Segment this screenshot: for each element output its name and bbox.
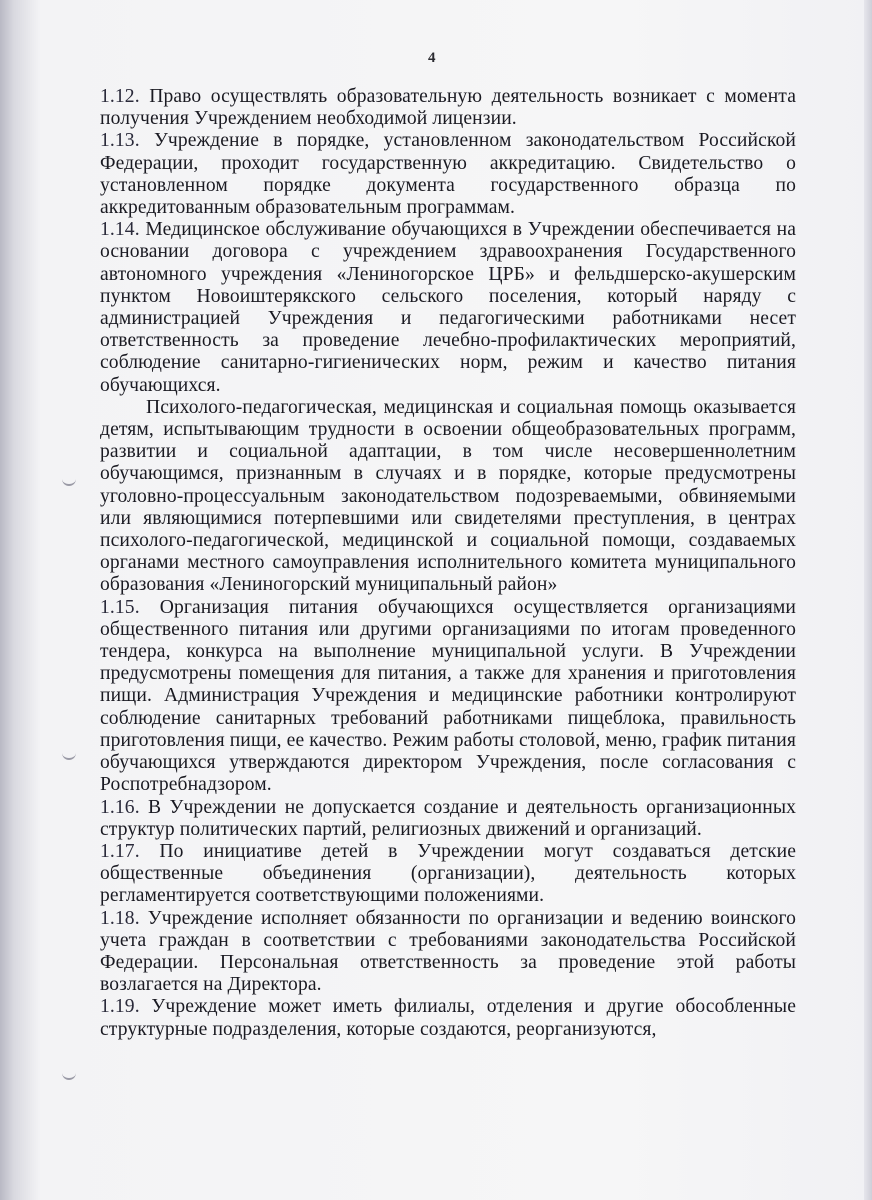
paragraph-1-14	[100, 219, 796, 397]
paragraph-psychological-help	[100, 397, 796, 597]
paragraph-text: Учреждение исполняет обязанности по организации и ведению воинского учета граждан в соответствии с требованиями законодательства Российской Федерации. Персональная ответственность за проведение этой работы возлагается на Директора.	[100, 907, 797, 996]
paragraph-text: В Учреждении не допускается создание и деятельность организационных структур политических партий, религиозных движений и организаций.	[100, 796, 797, 840]
paragraph-1-12	[100, 86, 796, 130]
paragraph-1-18	[100, 908, 796, 997]
paragraph-1-15	[100, 597, 796, 797]
paragraph-number: 1.18.	[100, 907, 140, 929]
document-body	[100, 86, 796, 1041]
paragraph-number: 1.17.	[100, 840, 140, 862]
paragraph-text: Право осуществлять образовательную деятельность возникает с момента получения Учреждением необходимой лицензии.	[100, 86, 797, 130]
paragraph-number: 1.14.	[100, 219, 140, 241]
paragraph-text: Психолого-педагогическая, медицинская и социальная помощь оказывается детям, испытывающим трудности в освоении общеобразовательных программ, развитии и социальной адаптации, в том числе несовершеннолетним обучающимся, признанным в случаях и в порядке, которые предусмотрены уголовно-процессуальным законодательством подозреваемыми, обвиняемыми или являющимися потерпевшими или свидетелями преступления, в центрах психолого-педагогической, медицинской и социальной помощи, создаваемых органами местного самоуправления исполнительного комитета муниципального образования «Лениногорский муниципальный район»	[100, 396, 796, 596]
paragraph-number: 1.16.	[100, 796, 140, 818]
paragraph-number: 1.13.	[100, 130, 140, 152]
paragraph-text: Учреждение в порядке, установленном законодательством Российской Федерации, проходит государственную аккредитацию. Свидетельство о установленном порядке документа государственного образца по аккредитованным образовательным программам.	[100, 130, 797, 219]
paragraph-text: Организация питания обучающихся осуществляется организациями общественного питания или другими организациями по итогам проведенного тендера, конкурса на выполнение муниципальной услуги. В Учреждении предусмотрены помещения для питания, а также для хранения и приготовления пищи. Администрация Учреждения и медицинские работники контролируют соблюдение санитарных требований работниками пищеблока, правильность приготовления пищи, ее качество. Режим работы столовой, меню, график питания обучающихся утверждаются директором Учреждения, после согласования с Роспотребнадзором.	[100, 596, 797, 796]
paragraph-1-13	[100, 130, 796, 219]
paragraph-text: Медицинское обслуживание обучающихся в Учреждении обеспечивается на основании договора с учреждением здравоохранения Государственного автономного учреждения «Лениногорское ЦРБ» и фельдшерско-акушерским пунктом Новоиштерякского сельского поселения, который наряду с администрацией Учреждения и педагогическими работниками несет ответственность за проведение лечебно-профилактических мероприятий, соблюдение санитарно-гигиенических норм, режим и качество питания обучающихся.	[100, 219, 797, 396]
paragraph-number: 1.15.	[100, 596, 140, 618]
binding-mark	[62, 752, 76, 760]
paragraph-number: 1.12.	[100, 86, 140, 107]
paragraph-text: По инициативе детей в Учреждении могут создаваться детские общественные объединения (организации), деятельность которых регламентируется соответствующими положениями.	[100, 840, 796, 907]
paragraph-text: Учреждение может иметь филиалы, отделения и другие обособленные структурные подразделения, которые создаются, реорганизуются,	[100, 996, 796, 1040]
page-edge-shadow	[864, 0, 872, 1200]
paragraph-1-17	[100, 841, 796, 908]
paragraph-1-16	[100, 797, 796, 841]
page-number: 4	[428, 50, 436, 66]
paragraph-1-19	[100, 996, 796, 1040]
binding-mark	[62, 1072, 76, 1080]
paragraph-number: 1.19.	[100, 996, 140, 1018]
binding-mark	[62, 478, 76, 486]
